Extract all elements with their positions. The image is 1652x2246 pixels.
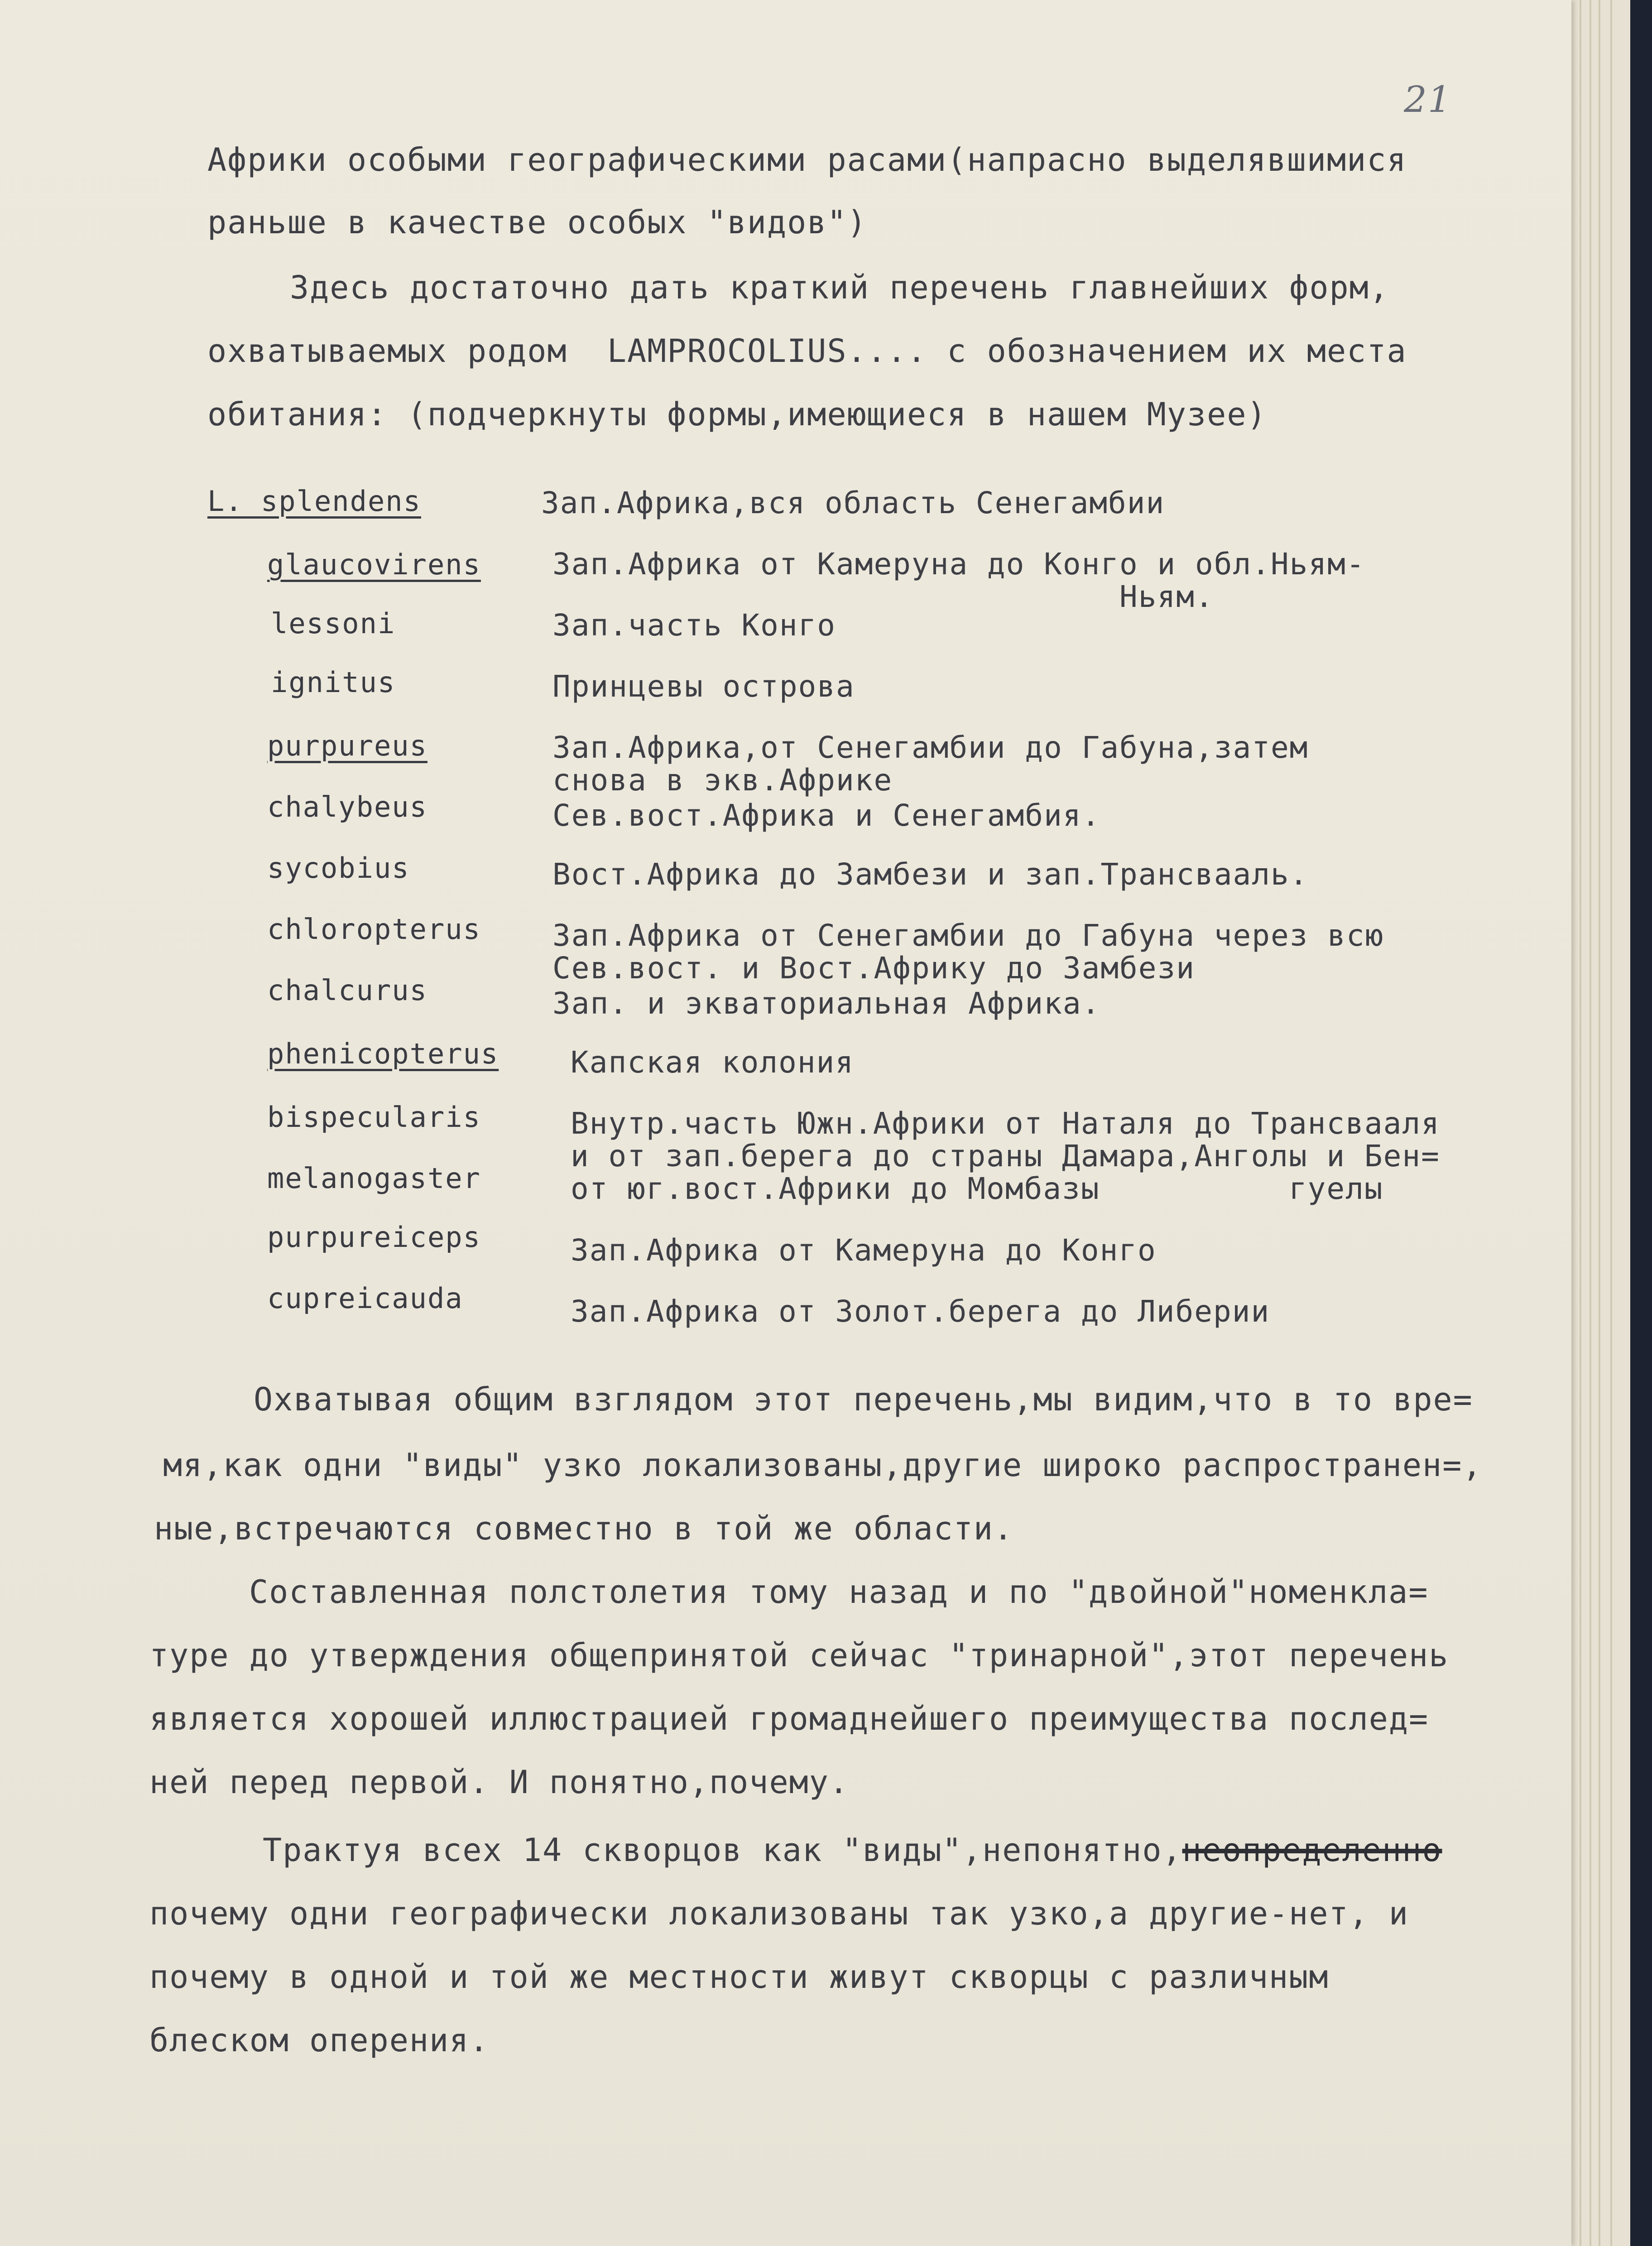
species-location: Зап.часть Конго xyxy=(552,608,836,643)
species-location: Принцевы острова xyxy=(552,669,855,704)
species-name: purpureiceps xyxy=(267,1221,481,1254)
species-location: Зап.Африка от Камеруна до Конго xyxy=(571,1233,1157,1268)
paragraph-line: Охватывая общим взглядом этот перечень,мы видим,что в то вре= xyxy=(254,1381,1473,1418)
species-name: chalcurus xyxy=(267,974,427,1007)
species-name: cupreicauda xyxy=(267,1282,463,1315)
page-edge xyxy=(1610,0,1612,2246)
species-name: lessoni xyxy=(271,607,396,640)
species-location: Вост.Африка до Замбези и зап.Трансвааль. xyxy=(552,857,1309,892)
struck-out-text: неопределенно xyxy=(1182,1832,1442,1869)
paragraph-line: почему в одной и той же местности живут скворцы с различным xyxy=(149,1958,1329,1996)
paragraph-line: Составленная полстолетия тому назад и по "двойной"номенкла= xyxy=(249,1573,1429,1611)
species-location: Сев.вост.Африка и Сенегамбия. xyxy=(552,798,1101,833)
species-name: glaucovirens xyxy=(267,548,481,581)
species-location: Зап.Африка от Камеруна до Конго и обл.Ньям- Ньям. xyxy=(552,547,1365,614)
paragraph-line: мя,как одни "виды" узко локализованы,другие широко распространен=, xyxy=(163,1447,1483,1484)
species-name: sycobius xyxy=(267,851,410,885)
species-name: phenicopterus xyxy=(267,1037,499,1070)
intro-line: охватываемых родом LAMPROCOLIUS.... с обозначением их места xyxy=(207,332,1407,370)
species-location: Зап.Африка от Сенегамбии до Габуна через всю Сев.вост. и Вост.Африку до Замбези xyxy=(552,918,1384,986)
species-location: Зап.Африка,от Сенегамбии до Габуна,затем снова в экв.Африке xyxy=(552,730,1309,798)
paragraph-line xyxy=(263,1832,1442,1869)
intro-line: Здесь достаточно дать краткий перечень главнейших форм, xyxy=(290,269,1389,306)
page-edge xyxy=(1590,0,1591,2246)
paragraph-line: туре до утверждения общепринятой сейчас "тринарной",этот перечень xyxy=(149,1637,1449,1674)
species-location: Зап. и экваториальная Африка. xyxy=(552,986,1101,1021)
intro-line: раньше в качестве особых "видов") xyxy=(207,204,867,241)
intro-line: Африки особыми географическими расами(напрасно выделявшимися xyxy=(207,141,1407,178)
paragraph-line: является хорошей иллюстрацией громаднейшего преимущества послед= xyxy=(149,1700,1429,1737)
species-name: chloropterus xyxy=(267,913,481,946)
species-name: melanogaster xyxy=(267,1162,481,1195)
species-name: bispecularis xyxy=(267,1101,481,1134)
paragraph-line: почему одни географически локализованы так узко,а другие-нет, и xyxy=(149,1895,1409,1932)
page-edge xyxy=(1580,0,1581,2246)
species-name: ignitus xyxy=(271,666,396,699)
species-name: L. splendens xyxy=(207,485,421,518)
species-location: Зап.Африка от Золот.берега до Либерии xyxy=(571,1294,1270,1329)
paragraph-text: Трактуя всех 14 скворцов как "виды",непонятно, xyxy=(263,1832,1182,1869)
intro-line: обитания: (подчеркнуты формы,имеющиеся в нашем Музее) xyxy=(207,396,1267,433)
paragraph-line: ные,встречаются совместно в той же области. xyxy=(154,1510,1014,1547)
species-name: purpureus xyxy=(267,729,427,762)
paragraph-line: ней перед первой. И понятно,почему. xyxy=(149,1764,850,1801)
paragraph-line: блеском оперения. xyxy=(149,2022,490,2059)
page-edge xyxy=(1599,0,1600,2246)
species-location: Внутр.часть Южн.Африки от Наталя до Трансвааля и от зап.берега до страны Дамара,Анголы и Бен= от юг.вост.Африки до Момбазы гуелы xyxy=(571,1106,1440,1206)
page-number: 21 xyxy=(1404,78,1452,120)
species-location: Капская колония xyxy=(571,1045,855,1080)
species-name: chalybeus xyxy=(267,790,427,823)
species-location: Зап.Африка,вся область Сенегамбии xyxy=(541,486,1165,520)
